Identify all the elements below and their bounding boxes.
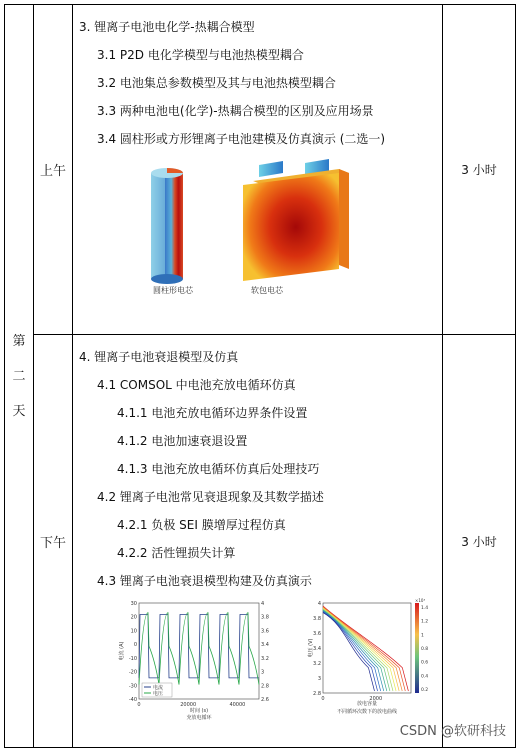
- y-tick-label: 4: [317, 601, 321, 607]
- colorbar-unit: ×10³: [415, 598, 426, 603]
- morning-content-cell: [73, 5, 443, 335]
- watermark: CSDN @软研科技: [399, 724, 506, 739]
- y2-tick-label: 3.6: [261, 628, 269, 635]
- x-axis-label: 时间 (s): [189, 708, 209, 714]
- colorbar-tick-label: 1.2: [421, 619, 429, 625]
- y-tick-label: -10: [128, 655, 137, 662]
- afternoon-content-cell: [73, 335, 443, 748]
- y2-tick-label: 3: [261, 669, 265, 676]
- colorbar-tick-label: 0.4: [421, 674, 429, 680]
- afternoon-hours-cell: [443, 335, 516, 748]
- day-label-cell: [5, 5, 34, 748]
- outline-item: 4.1 COMSOL 中电池充放电循环仿真: [97, 378, 296, 392]
- outline-item: 3. 锂离子电池电化学-热耦合模型: [79, 20, 255, 34]
- hours-label: 3 小时: [461, 534, 497, 549]
- outline-item: 4. 锂离子电池衰退模型及仿真: [79, 350, 239, 364]
- afternoon-session-cell: [34, 335, 73, 748]
- legend-label: 电流: [153, 685, 164, 691]
- y2-tick-label: 4: [261, 601, 265, 607]
- outline-item: 4.1.3 电池充放电循环仿真后处理技巧: [117, 462, 320, 476]
- outline-item: 3.3 两种电池电(化学)-热耦合模型的区别及应用场景: [97, 104, 374, 118]
- colorbar-tick-label: 1: [421, 633, 424, 639]
- x-tick-label: 2000: [369, 696, 383, 702]
- y-tick-label: 3.2: [313, 661, 321, 667]
- colorbar-tick-label: 0.8: [421, 647, 429, 652]
- morning-session-cell: [34, 5, 73, 335]
- outline-item: 3.4 圆柱形或方形锂离子电池建模及仿真演示 (二选一): [97, 132, 386, 146]
- y-tick-label: 3.4: [313, 646, 321, 652]
- outline-item: 4.2.2 活性锂损失计算: [117, 546, 236, 560]
- discharge-curve-chart: [307, 597, 437, 721]
- chart-caption: 充放电循环: [186, 715, 212, 721]
- y-tick-label: 0: [133, 642, 137, 649]
- battery-illustration: [139, 159, 399, 299]
- colorbar-tick-label: 0.6: [421, 660, 429, 666]
- y-tick-label: -20: [128, 669, 137, 676]
- y-tick-label: 3.6: [313, 631, 321, 637]
- y-tick-label: 3.8: [313, 616, 321, 622]
- outline-item: 4.2.1 负极 SEI 膜增厚过程仿真: [117, 518, 286, 532]
- morning-hours-cell: [443, 5, 516, 335]
- hours-label: 3 小时: [461, 163, 497, 177]
- session-label: 上午: [39, 164, 66, 179]
- afternoon-row: [5, 335, 516, 748]
- day-label-char: 第: [12, 333, 26, 349]
- outline-item: 3.2 电池集总参数模型及其与电池热模型耦合: [97, 76, 336, 90]
- day-label-char: 二: [12, 368, 26, 384]
- y-axis-label: 电压 (V): [308, 638, 314, 658]
- y-tick-label: -40: [128, 697, 137, 703]
- day-label-char: 天: [12, 403, 26, 419]
- y2-tick-label: 2.6: [261, 697, 269, 703]
- x-tick-label: 0: [137, 702, 141, 708]
- pouch-cell-figure: [243, 159, 349, 281]
- x-tick-label: 0: [321, 696, 325, 702]
- figure-caption: 软包电芯: [251, 286, 283, 295]
- colorbar-tick-label: 0.2: [421, 688, 429, 693]
- charge-cycle-chart: [117, 597, 287, 721]
- battery-figures: [79, 153, 436, 303]
- y2-tick-label: 3.4: [261, 642, 269, 649]
- morning-row: [5, 5, 516, 335]
- schedule-table: [4, 4, 516, 748]
- x-tick-label: 20000: [180, 702, 197, 708]
- y2-tick-label: 2.8: [261, 683, 269, 690]
- figure-caption: 圆柱形电芯: [153, 286, 193, 295]
- y-tick-label: 3: [317, 676, 321, 682]
- outline-item: 3.1 P2D 电化学模型与电池热模型耦合: [97, 48, 304, 62]
- chart-caption: 不同循环次数下的放电曲线: [336, 709, 398, 715]
- y-axis-label: 电流 (A): [119, 641, 125, 661]
- outline-item: 4.1.1 电池充放电循环边界条件设置: [117, 406, 308, 420]
- y-tick-label: 2.8: [313, 691, 321, 697]
- outline-item: 4.3 锂离子电池衰退模型构建及仿真演示: [97, 574, 312, 588]
- x-tick-label: 40000: [229, 702, 246, 708]
- cylindrical-cell-figure: [151, 168, 183, 284]
- y-tick-label: 20: [130, 614, 137, 621]
- colorbar: [415, 603, 419, 693]
- legend-label: 电压: [153, 691, 164, 697]
- colorbar-tick-label: 1.4: [421, 606, 429, 611]
- y-tick-label: 10: [130, 628, 137, 635]
- y2-tick-label: 3.8: [261, 614, 269, 621]
- y-tick-label: -30: [128, 683, 137, 690]
- y2-tick-label: 3.2: [261, 655, 269, 662]
- outline-item: 4.2 锂离子电池常见衰退现象及其数学描述: [97, 490, 324, 504]
- degradation-charts: [79, 595, 436, 725]
- outline-item: 4.1.2 电池加速衰退设置: [117, 434, 248, 448]
- x-axis-label: 放电容量: [356, 701, 378, 707]
- y-tick-label: 30: [130, 601, 137, 607]
- session-label: 下午: [39, 535, 66, 551]
